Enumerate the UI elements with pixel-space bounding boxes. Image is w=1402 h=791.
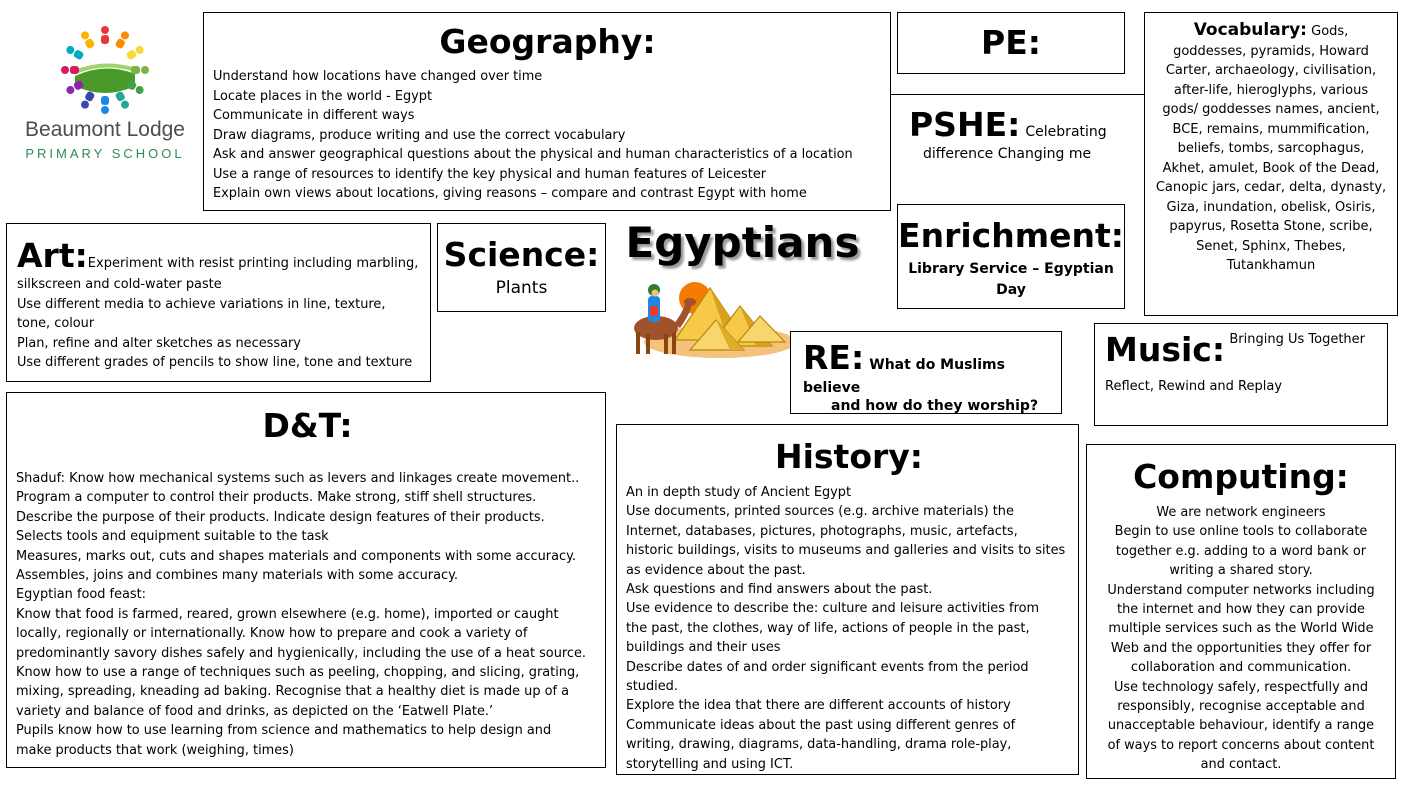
re-panel [790, 331, 1062, 414]
science-panel [437, 223, 606, 312]
list-item: the internet and how they can provide [1117, 602, 1365, 618]
list-item: Communicate in different ways [213, 108, 415, 123]
list-item: Measures, marks out, cuts and shapes materials and components with some accuracy. [16, 548, 576, 564]
list-item: unacceptable behaviour, identify a range [1107, 718, 1375, 734]
list-item: Use different grades of pencils to show line, tone and texture [17, 355, 413, 370]
list-item: Plan, refine and alter sketches as necessary [17, 335, 301, 351]
topic-title: Egyptians [625, 218, 860, 267]
list-item: Use different media to achieve variations in line, texture, [17, 296, 386, 312]
list-item: Program a computer to control their products. Make strong, stiff shell structures. [16, 490, 537, 506]
list-item: Selects tools and equipment suitable to the task [16, 529, 329, 545]
pe-title: PE: [981, 23, 1041, 62]
pshe-text-2: difference Changing me [923, 146, 1092, 162]
list-item: Use technology safely, respectfully and [1113, 679, 1369, 695]
enrichment-line-1: Library Service – Egyptian [908, 261, 1114, 277]
science-subject: Plants [495, 278, 548, 298]
music-panel [1094, 323, 1388, 426]
list-item: mixing, spreading, kneading ad baking. Recognise that a healthy diet is made up of a [16, 684, 570, 700]
pyramids-camel-icon [620, 276, 795, 362]
list-item: Assembles, joins and combines many materials with some accuracy. [16, 568, 458, 584]
list-item: multiple services such as the World Wide [1108, 621, 1374, 637]
children-circle-logo-icon [20, 24, 190, 120]
list-item: locally, regionally or internationally. Know how to prepare and cook a variety of [16, 626, 528, 642]
music-subtitle: Reflect, Rewind and Replay [1105, 379, 1283, 394]
dt-list [16, 469, 599, 760]
list-item: of ways to report concerns about content [1107, 737, 1375, 753]
list-item: Understand how locations have changed over time [213, 69, 543, 84]
geography-panel [203, 12, 891, 211]
list-item: as evidence about the past. [626, 562, 806, 578]
list-item: Begin to use online tools to collaborate [1114, 524, 1368, 540]
geography-title: Geography: [439, 22, 656, 61]
list-item: silkscreen and cold-water paste [17, 277, 222, 292]
art-list [17, 275, 424, 373]
list-item: predominantly savory dishes safely and hygienically, including the use of a heat source. [16, 645, 586, 661]
list-item: Egyptian food feast: [16, 587, 147, 603]
enrichment-line-2: Day [996, 282, 1026, 298]
music-title: Music: [1105, 330, 1226, 369]
school-name: Beaumont Lodge [25, 118, 185, 141]
list-item: Know that food is farmed, reared, grown elsewhere (e.g. home), imported or caught [16, 606, 559, 622]
computing-list [1095, 503, 1387, 775]
list-item: Ask and answer geographical questions about the physical and human characteristics of a location [213, 147, 853, 162]
list-item: Use evidence to describe the: culture and leisure activities from [626, 601, 1040, 617]
vocabulary-panel [1144, 12, 1398, 316]
list-item: Describe the purpose of their products. Indicate design features of their products. [16, 509, 545, 525]
list-item: Use a range of resources to identify the key physical and human features of Leicester [213, 166, 767, 182]
pshe-panel [891, 94, 1145, 198]
vocab-line: papyrus, Rosetta Stone, scribe, [1169, 219, 1373, 234]
list-item: writing, drawing, diagrams, data-handling, drama role-play, [626, 737, 1012, 753]
list-item: Ask questions and find answers about the past. [626, 582, 933, 598]
list-item: Explain own views about locations, giving reasons – compare and contrast Egypt with home [213, 186, 807, 201]
list-item: Locate places in the world - Egypt [213, 88, 433, 104]
list-item: Pupils know how to use learning from science and mathematics to help design and [16, 723, 552, 739]
list-item: Explore the idea that there are different accounts of history [626, 698, 1011, 714]
list-item: responsibly, recognise acceptable and [1117, 699, 1365, 715]
list-item: writing a shared story. [1169, 563, 1313, 579]
history-title: History: [774, 437, 923, 476]
art-title: Art: [17, 236, 88, 275]
vocab-line: Akhet, amulet, Book of the Dead, [1162, 160, 1380, 176]
vocab-line: BCE, remains, mummification, [1172, 121, 1370, 137]
vocab-line: beliefs, tombs, sarcophagus, [1177, 141, 1365, 156]
vocabulary-title: Vocabulary: [1193, 20, 1307, 40]
vocab-line: Canopic jars, cedar, delta, dynasty, [1155, 180, 1387, 195]
pshe-title: PSHE: [909, 105, 1021, 144]
list-item: We are network engineers [1156, 505, 1326, 520]
vocab-line: Carter, archaeology, civilisation, [1165, 63, 1377, 78]
list-item: Describe dates of and order significant events from the period [626, 659, 1029, 675]
history-list [626, 483, 1072, 774]
list-item: An in depth study of Ancient Egypt [626, 485, 852, 500]
re-title: RE: [803, 338, 865, 377]
re-text-1: What do Muslims believe [803, 357, 1005, 396]
vocab-line: Tutankhamun [1226, 258, 1316, 273]
list-item: collaboration and communication. [1130, 660, 1352, 676]
list-item: Know how to use a range of techniques such as peeling, chopping, and slicing, grating, [16, 665, 580, 681]
dt-title: D&T: [262, 406, 353, 445]
re-text-2: and how do they worship? [831, 398, 1039, 414]
art-head: Experiment with resist printing including marbling, [87, 256, 419, 271]
list-item: variety and balance of food and drinks, as depicted on the ‘Eatwell Plate.’ [16, 703, 494, 719]
pshe-text-1: Celebrating [1025, 124, 1107, 140]
vocab-line: gods/ goddesses names, ancient, [1162, 102, 1380, 117]
list-item: buildings and their uses [626, 640, 781, 656]
list-item: tone, colour [17, 316, 95, 331]
list-item: Communicate ideas about the past using different genres of [626, 717, 1016, 733]
music-unit-title: Bringing Us Together [1229, 332, 1365, 347]
geography-list [213, 67, 882, 204]
art-panel [6, 223, 431, 382]
school-logo [20, 24, 190, 170]
list-item: Internet, databases, pictures, photographs, music, artefacts, [626, 523, 1018, 539]
list-item: Understand computer networks including [1107, 582, 1375, 598]
list-item: the past, the clothes, way of life, actions of people in the past, [626, 620, 1030, 636]
vocab-line: after-life, hieroglyphs, various [1173, 82, 1369, 98]
list-item: together e.g. adding to a word bank or [1115, 543, 1367, 559]
vocab-line: goddesses, pyramids, Howard [1173, 43, 1369, 59]
vocab-line: Gods, [1311, 24, 1349, 39]
vocab-line: Senet, Sphinx, Thebes, [1196, 238, 1346, 254]
list-item: Use documents, printed sources (e.g. archive materials) the [626, 504, 1014, 520]
school-subtitle: PRIMARY SCHOOL [25, 146, 185, 161]
list-item: storytelling and using ICT. [626, 756, 794, 772]
computing-panel [1086, 444, 1396, 779]
pe-panel [897, 12, 1125, 74]
history-panel [616, 424, 1079, 775]
list-item: Shaduf: Know how mechanical systems such as levers and linkages create movement.. [16, 471, 580, 486]
enrichment-panel [897, 204, 1125, 309]
list-item: Draw diagrams, produce writing and use the correct vocabulary [213, 127, 626, 143]
list-item: make products that work (weighing, times) [16, 742, 294, 758]
list-item: studied. [626, 679, 678, 695]
computing-title: Computing: [1133, 457, 1349, 496]
list-item: Web and the opportunities they offer for [1110, 640, 1372, 656]
dt-panel [6, 392, 606, 768]
list-item: and contact. [1200, 757, 1282, 773]
enrichment-title: Enrichment: [898, 216, 1124, 255]
vocab-line: Giza, inundation, obelisk, Osiris, [1166, 199, 1376, 215]
list-item: historic buildings, visits to museums and galleries and visits to sites [626, 543, 1066, 559]
science-title: Science: [443, 235, 600, 274]
